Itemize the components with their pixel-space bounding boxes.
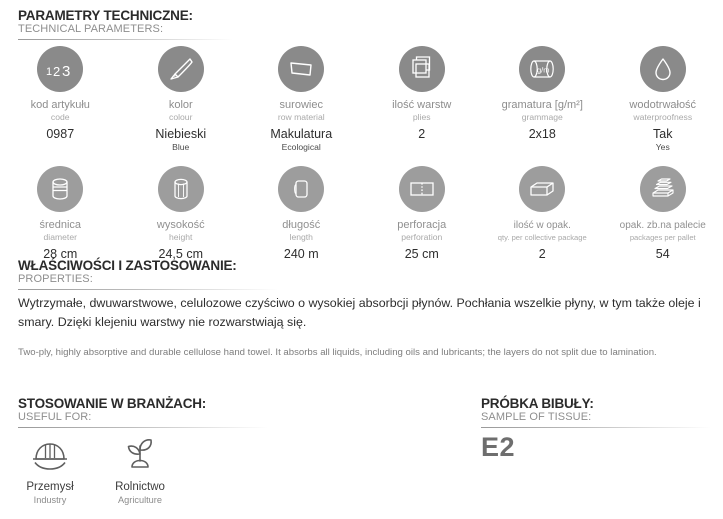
parameter-gramatura: [482, 46, 603, 152]
parameter-dlugosc: [241, 166, 362, 262]
parameter-label: wysokość: [156, 219, 205, 231]
sample-heading: [481, 396, 711, 428]
layers-icon: [399, 46, 445, 92]
svg-text:g/m: g/m: [537, 65, 550, 75]
water-drop-icon: [640, 46, 686, 92]
parameter-value-sub: Blue: [172, 142, 190, 152]
parameter-label: gramatura [g/m²]: [501, 99, 583, 111]
properties-heading: [18, 258, 278, 290]
svg-text:1: 1: [46, 66, 53, 78]
grammage-icon: [519, 46, 565, 92]
properties-body: [18, 294, 708, 360]
raw-material-icon: [278, 46, 324, 92]
parameter-value: 0987: [46, 127, 75, 141]
parameter-opak-na-palecie: [603, 166, 723, 262]
parameter-ilosc-w-opak: [482, 166, 603, 262]
parameter-sublabel: height: [169, 232, 193, 242]
parameter-label: opak. zb.na palecie: [619, 220, 706, 231]
parameter-value-sub: Yes: [655, 142, 670, 152]
hard-hat-icon: [29, 432, 71, 476]
parameter-sublabel: code: [50, 112, 70, 122]
parameter-label: długość: [282, 219, 321, 231]
parameter-surowiec: [241, 46, 362, 152]
svg-text:2: 2: [53, 64, 61, 79]
perforation-icon: [399, 166, 445, 212]
plant-sprout-icon: [119, 432, 161, 476]
technical-parameters-divider: [18, 39, 233, 40]
branch-sublabel: Agriculture: [118, 495, 162, 505]
parameter-kolor: [121, 46, 242, 152]
technical-parameters-title: PARAMETRY TECHNICZNE:: [18, 8, 193, 23]
parameter-value: 54: [655, 247, 670, 261]
branch-sublabel: Industry: [33, 495, 67, 505]
article-number-icon: [37, 46, 83, 92]
parameter-value: Niebieski: [155, 127, 207, 141]
sample-subtitle: SAMPLE OF TISSUE:: [481, 411, 592, 423]
parameter-value-sub: Ecological: [281, 142, 321, 152]
parameter-value: 2: [418, 127, 426, 141]
technical-parameters-subtitle: TECHNICAL PARAMETERS:: [18, 23, 164, 35]
parameter-value: 2: [538, 247, 546, 261]
properties-divider: [18, 289, 278, 290]
branches-title: STOSOWANIE W BRANŻACH:: [18, 396, 207, 411]
parameter-label: ilość warstw: [392, 99, 452, 111]
parameter-value: 240 m: [283, 247, 319, 261]
parameter-grid: [0, 46, 723, 262]
branch-icon-list: [18, 432, 172, 506]
collective-package-icon: [519, 166, 565, 212]
parameter-label: średnica: [39, 219, 82, 231]
branch-label: Rolnictwo: [115, 481, 165, 493]
parameter-label: ilość w opak.: [513, 220, 571, 231]
parameter-sublabel: qty. per collective package: [497, 233, 587, 242]
parameter-value: 25 cm: [404, 247, 439, 261]
parameter-sublabel: perforation: [401, 232, 443, 242]
branches-divider: [18, 427, 268, 428]
parameter-sublabel: waterproofness: [633, 112, 693, 122]
length-icon: [278, 166, 324, 212]
technical-parameters-heading: [18, 8, 233, 40]
svg-text:3: 3: [62, 63, 71, 79]
parameter-sublabel: packages per pallet: [629, 233, 696, 242]
parameter-kod-artykulu: [0, 46, 121, 152]
branch-przemysl: [18, 432, 82, 506]
parameter-wysokosc: [121, 166, 242, 262]
parameter-label: surowiec: [279, 99, 323, 111]
parameter-value: Tak: [653, 127, 673, 141]
sample-code: E2: [481, 432, 516, 462]
parameter-srednica: [0, 166, 121, 262]
properties-subtitle: PROPERTIES:: [18, 273, 93, 285]
pallet-icon: [640, 166, 686, 212]
parameter-value: 28 cm: [43, 247, 78, 261]
parameter-label: kod artykułu: [30, 99, 90, 111]
parameter-value: 2x18: [528, 127, 556, 141]
parameter-sublabel: row material: [277, 112, 325, 122]
parameter-value: Makulatura: [270, 127, 333, 141]
height-icon: [158, 166, 204, 212]
branch-rolnictwo: [108, 432, 172, 506]
properties-body-pl: Wytrzymałe, dwuwarstwowe, celulozowe czyściwo o wysokiej absorbcji płynów. Pochłania wszelkie płyny, w tym także oleje i smary. Dzięki klejeniu warstwy nie rozwarstwiają się.: [18, 296, 701, 329]
brush-icon: [158, 46, 204, 92]
parameter-sublabel: colour: [169, 112, 193, 122]
parameter-sublabel: diameter: [43, 232, 77, 242]
parameter-perforacja: [362, 166, 483, 262]
properties-title: WŁAŚCIWOŚCI I ZASTOSOWANIE:: [18, 258, 237, 273]
parameter-row-1: [0, 46, 723, 152]
parameter-sublabel: grammage: [521, 112, 563, 122]
parameter-value: 24,5 cm: [158, 247, 203, 261]
parameter-label: kolor: [168, 99, 193, 111]
parameter-label: wodotrwałość: [629, 99, 697, 111]
branch-label: Przemysł: [26, 481, 74, 493]
diameter-icon: [37, 166, 83, 212]
parameter-row-2: [0, 166, 723, 262]
properties-body-en: Two-ply, highly absorptive and durable cellulose hand towel. It absorbs all liquids, including oils and lubricants; the layers do not split due to lamination.: [18, 347, 657, 358]
parameter-sublabel: plies: [412, 112, 431, 122]
parameter-ilosc-warstw: [362, 46, 483, 152]
branches-heading: [18, 396, 268, 428]
parameter-sublabel: length: [289, 232, 313, 242]
parameter-label: perforacja: [397, 219, 447, 231]
sample-title: PRÓBKA BIBUŁY:: [481, 396, 594, 411]
branches-subtitle: USEFUL FOR:: [18, 411, 92, 423]
parameter-wodotrwalosc: [603, 46, 723, 152]
sample-divider: [481, 427, 711, 428]
